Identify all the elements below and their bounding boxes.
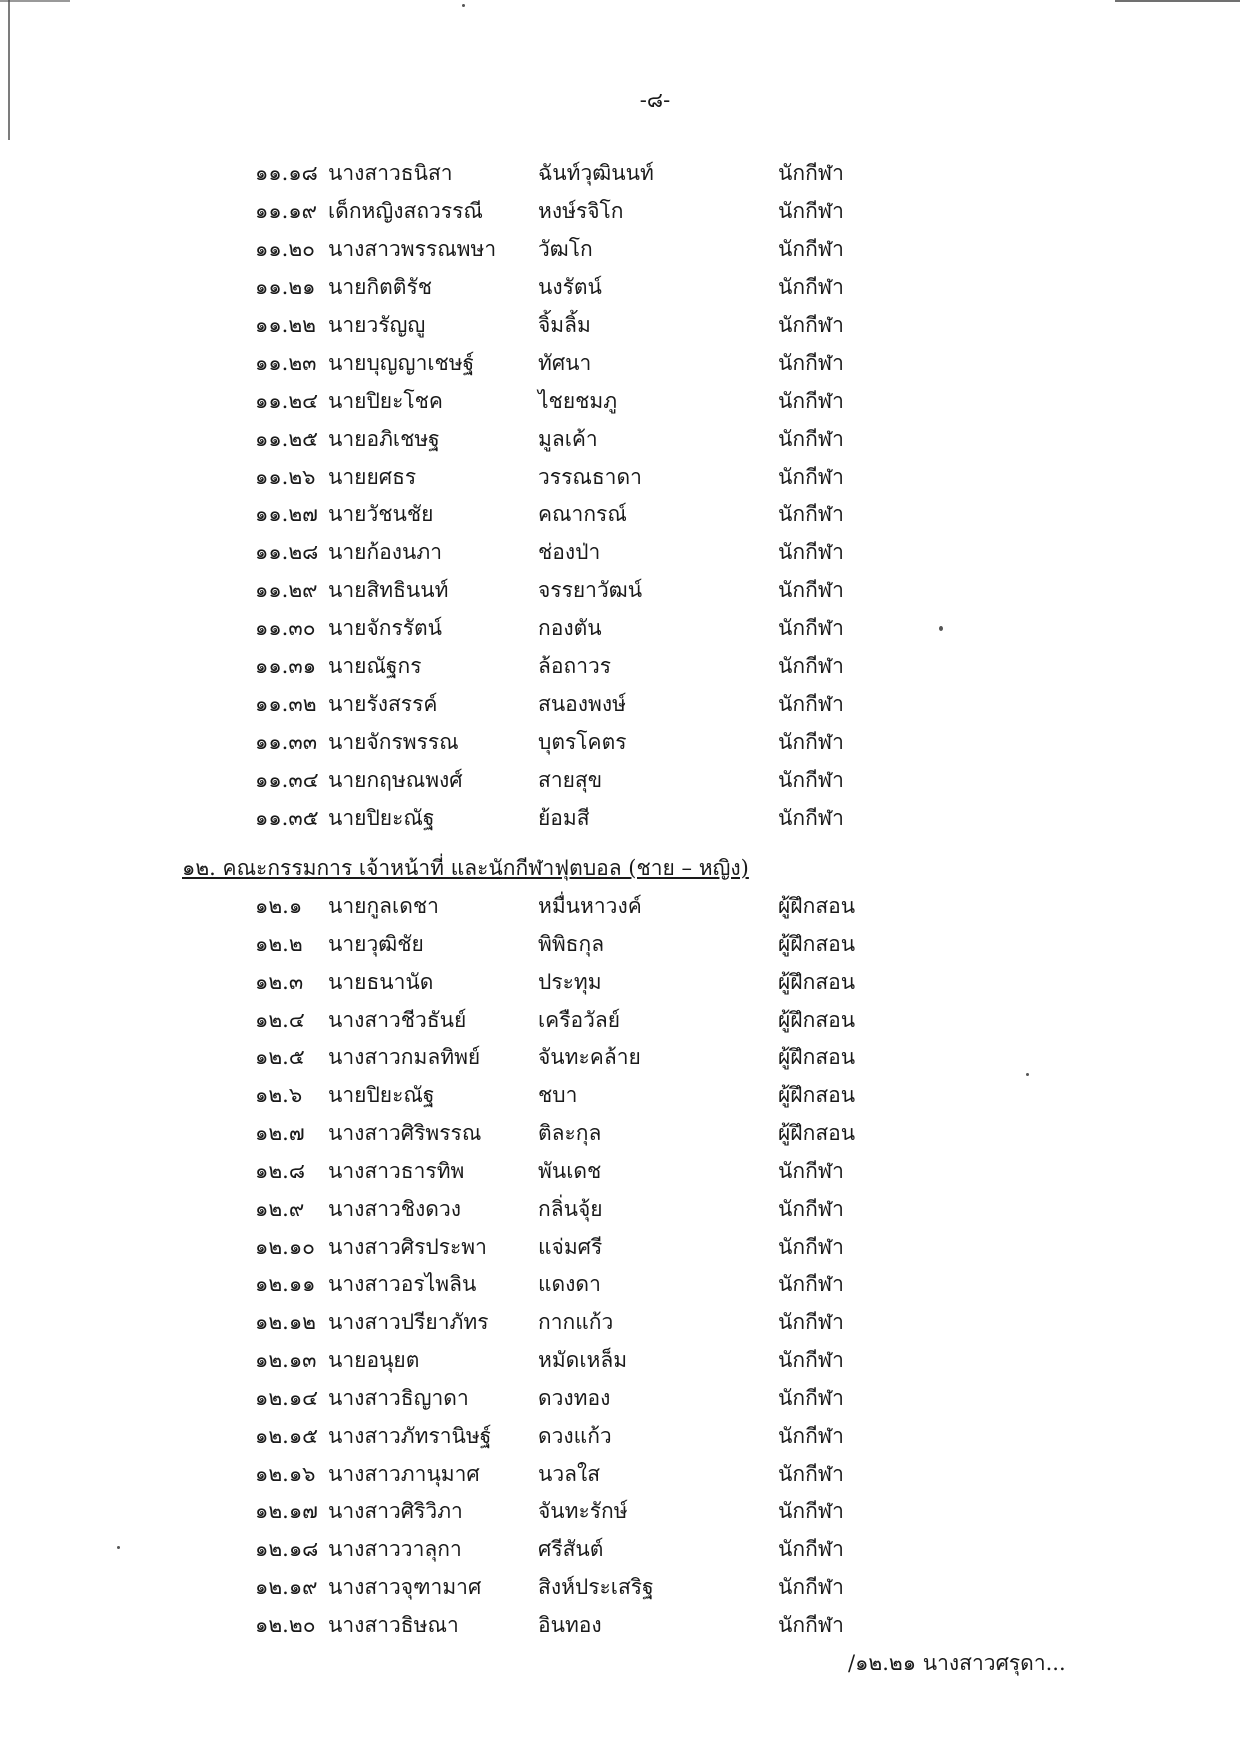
list-item: [0, 495, 1240, 533]
person-role: นักกีฬา: [778, 540, 844, 565]
person-name: นายปิยะณัฐ: [328, 1083, 435, 1108]
person-role: นักกีฬา: [778, 730, 844, 755]
person-surname: พิพิธกุล: [538, 931, 605, 956]
list-item: [0, 1001, 1240, 1039]
person-role: ผู้ฝึกสอน: [778, 1007, 856, 1032]
item-number: ๑๒.๑๒: [255, 1310, 317, 1335]
person-name: นายรังสรรค์: [328, 692, 438, 717]
person-role: นักกีฬา: [778, 1499, 844, 1524]
person-name: นายกูลเดชา: [328, 894, 439, 918]
person-role: นักกีฬา: [778, 350, 844, 375]
person-name: นายวัชนชัย: [328, 502, 434, 527]
person-name: นายวุฒิชัย: [328, 931, 424, 956]
person-surname: กองตัน: [538, 616, 602, 641]
person-surname: ล้อถาวร: [538, 654, 612, 679]
person-surname: มูลเค้า: [538, 426, 598, 451]
item-number: ๑๒.๑๖: [255, 1461, 316, 1486]
person-surname: สิงห์ประเสริฐ: [538, 1575, 654, 1600]
person-role: นักกีฬา: [778, 1423, 844, 1448]
person-surname: แจ่มศรี: [538, 1234, 603, 1259]
person-name: นางสาวจุฑามาศ: [328, 1575, 482, 1600]
list-item: [0, 1568, 1240, 1606]
person-surname: คณากรณ์: [538, 502, 627, 527]
item-number: ๑๑.๓๒: [255, 692, 317, 717]
item-number: ๑๑.๓๕: [255, 805, 319, 830]
item-number: ๑๑.๑๘: [255, 161, 318, 185]
person-role: นักกีฬา: [778, 692, 844, 717]
list-item: [0, 1455, 1240, 1493]
person-name: นายอภิเชษฐ: [328, 426, 440, 451]
continuation-note: /๑๒.๒๑ นางสาวศรุดา...: [848, 1651, 1066, 1675]
person-role: นักกีฬา: [778, 1537, 844, 1562]
person-surname: นงรัตน์: [538, 274, 602, 299]
person-role: นักกีฬา: [778, 1234, 844, 1259]
list-item: [0, 1114, 1240, 1152]
list-item: [0, 647, 1240, 685]
person-role: นักกีฬา: [778, 1612, 844, 1637]
person-name: นางสาวธารทิพ: [328, 1158, 465, 1183]
item-number: ๑๒.๑๕: [255, 1423, 319, 1448]
person-name: นางสาวปรียาภัทร: [328, 1310, 489, 1335]
item-number: ๑๒.๑๑: [255, 1272, 316, 1297]
person-role: นักกีฬา: [778, 1196, 844, 1221]
item-number: ๑๒.๒: [255, 931, 303, 956]
item-number: ๑๒.๑๙: [255, 1575, 318, 1600]
person-surname: สายสุข: [538, 768, 603, 793]
person-name: นางสาวธนิสา: [328, 161, 453, 185]
item-number: ๑๒.๑๗: [255, 1499, 318, 1524]
person-name: นายก้องนภา: [328, 540, 443, 565]
list-item: [0, 887, 1240, 925]
list-item: [0, 963, 1240, 1001]
person-surname: วัฒโก: [538, 236, 593, 261]
person-surname: ศรีสันต์: [538, 1537, 604, 1562]
item-number: ๑๒.๔: [255, 1007, 305, 1032]
list-item: [0, 230, 1240, 268]
person-name: นายธนานัด: [328, 969, 434, 994]
item-number: ๑๒.๑๓: [255, 1348, 317, 1373]
person-surname: พันเดช: [538, 1158, 602, 1183]
item-number: ๑๒.๑: [255, 894, 303, 918]
person-role: นักกีฬา: [778, 161, 844, 185]
person-role: นักกีฬา: [778, 805, 844, 830]
item-number: ๑๒.๑๐: [255, 1234, 315, 1259]
list-item: [0, 1265, 1240, 1303]
item-number: ๑๑.๒๐: [255, 236, 315, 261]
person-role: นักกีฬา: [778, 1385, 844, 1410]
list-item: [0, 533, 1240, 571]
list-item: [0, 799, 1240, 837]
person-name: นายอนุยต: [328, 1348, 420, 1373]
item-number: ๑๒.๕: [255, 1045, 305, 1070]
person-role: นักกีฬา: [778, 388, 844, 413]
person-name: นายณัฐกร: [328, 654, 422, 679]
section-12-heading: ๑๒. คณะกรรมการ เจ้าหน้าที่ และนักกีฬาฟุตบอล (ชาย – หญิง): [182, 856, 749, 880]
person-role: นักกีฬา: [778, 312, 844, 337]
person-name: นางสาวกมลทิพย์: [328, 1045, 481, 1070]
person-surname: บุตรโคตร: [538, 730, 627, 755]
person-role: นักกีฬา: [778, 198, 844, 223]
list-item: [0, 1341, 1240, 1379]
person-name: นายกิตติรัช: [328, 274, 432, 299]
person-name: นายสิทธินนท์: [328, 578, 449, 603]
person-surname: ชบา: [538, 1083, 578, 1108]
person-name: นางสาวพรรณพษา: [328, 236, 497, 261]
person-surname: ติละกุล: [538, 1121, 602, 1146]
scan-speck: [1026, 1073, 1029, 1076]
item-number: ๑๑.๒๔: [255, 388, 319, 413]
scan-speck: [462, 4, 465, 7]
list-item: [0, 761, 1240, 799]
list-item: [0, 1606, 1240, 1644]
person-role: นักกีฬา: [778, 1575, 844, 1600]
person-surname: จันทะคล้าย: [538, 1045, 641, 1070]
person-surname: หงษ์รจิโก: [538, 198, 624, 223]
person-surname: จิ้มลิ้ม: [538, 312, 591, 337]
list-item: [0, 420, 1240, 458]
person-name: นางสาวภัทรานิษฐ์: [328, 1423, 492, 1448]
person-surname: จันทะรักษ์: [538, 1499, 628, 1524]
person-role: นักกีฬา: [778, 578, 844, 603]
item-number: ๑๑.๓๐: [255, 616, 316, 641]
item-number: ๑๑.๒๘: [255, 540, 319, 565]
person-name: นางสาวอรไพลิน: [328, 1272, 477, 1297]
person-role: นักกีฬา: [778, 1272, 844, 1297]
person-name: นายปิยะณัฐ: [328, 805, 435, 830]
person-surname: กลิ่นจุ้ย: [538, 1196, 603, 1221]
item-number: ๑๒.๘: [255, 1158, 306, 1183]
list-item: [0, 1492, 1240, 1530]
person-name: นางสาวศิริพรรณ: [328, 1121, 482, 1146]
list-item: [0, 925, 1240, 963]
list-item: [0, 382, 1240, 420]
person-surname: ฉันท์วุฒินนท์: [538, 161, 654, 185]
person-name: นางสาวศิริวิภา: [328, 1499, 463, 1524]
person-name: นางสาวภานุมาศ: [328, 1461, 480, 1486]
list-item: [0, 268, 1240, 306]
item-number: ๑๒.๑๔: [255, 1385, 319, 1410]
list-item: [0, 685, 1240, 723]
person-name: นางสาววาลุกา: [328, 1537, 462, 1562]
item-number: ๑๑.๒๙: [255, 578, 318, 603]
person-name: นายจักรรัตน์: [328, 616, 443, 641]
person-surname: แดงดา: [538, 1272, 601, 1297]
item-number: ๑๑.๓๔: [255, 768, 319, 793]
item-number: ๑๑.๑๙: [255, 198, 318, 223]
scan-edge-top-right: [1115, 0, 1240, 2]
person-role: นักกีฬา: [778, 502, 844, 527]
person-surname: ไชยชมภู: [538, 388, 618, 413]
person-name: นายจักรพรรณ: [328, 730, 459, 755]
person-role: นักกีฬา: [778, 426, 844, 451]
person-name: นายวรัญญู: [328, 312, 426, 337]
person-name: นายบุญญาเชษฐ์: [328, 350, 475, 375]
item-number: ๑๒.๙: [255, 1196, 305, 1221]
item-number: ๑๑.๒๒: [255, 312, 317, 337]
scan-edge-left: [8, 0, 10, 140]
person-surname: ทัศนา: [538, 350, 592, 375]
person-surname: กากแก้ว: [538, 1310, 614, 1335]
person-surname: เครือวัลย์: [538, 1007, 621, 1032]
person-surname: หมื่นหาวงค์: [538, 894, 642, 918]
list-item: [0, 1417, 1240, 1455]
person-role: นักกีฬา: [778, 236, 844, 261]
list-item: [0, 1228, 1240, 1266]
item-number: ๑๑.๒๑: [255, 274, 316, 299]
list-item: [0, 1190, 1240, 1228]
person-role: นักกีฬา: [778, 1310, 844, 1335]
person-surname: วรรณธาดา: [538, 464, 642, 489]
person-role: ผู้ฝึกสอน: [778, 1083, 856, 1108]
person-name: นางสาวธิษณา: [328, 1612, 459, 1637]
list-item: [0, 1038, 1240, 1076]
person-surname: ช่องป่า: [538, 540, 601, 565]
person-name: นางสาวธิญาดา: [328, 1385, 469, 1410]
item-number: ๑๒.๑๘: [255, 1537, 319, 1562]
list-item: [0, 1152, 1240, 1190]
person-role: ผู้ฝึกสอน: [778, 969, 856, 994]
person-role: นักกีฬา: [778, 1461, 844, 1486]
person-name: นายกฤษณพงศ์: [328, 768, 463, 793]
person-surname: หมัดเหล็ม: [538, 1348, 628, 1373]
person-surname: ย้อมสี: [538, 805, 590, 830]
person-role: ผู้ฝึกสอน: [778, 1121, 856, 1146]
list-item: [0, 154, 1240, 192]
list-item: [0, 458, 1240, 496]
person-surname: สนองพงษ์: [538, 692, 626, 717]
person-surname: นวลใส: [538, 1461, 601, 1486]
person-role: นักกีฬา: [778, 616, 844, 641]
list-item: [0, 1303, 1240, 1341]
scan-speck: [117, 1546, 120, 1549]
page-number: -๘-: [639, 88, 671, 112]
item-number: ๑๑.๓๓: [255, 730, 318, 755]
person-name: นายปิยะโชค: [328, 388, 443, 413]
person-role: นักกีฬา: [778, 274, 844, 299]
person-surname: ดวงแก้ว: [538, 1423, 612, 1448]
person-surname: อินทอง: [538, 1612, 602, 1637]
person-role: นักกีฬา: [778, 464, 844, 489]
item-number: ๑๒.๗: [255, 1121, 305, 1146]
item-number: ๑๒.๓: [255, 969, 304, 994]
person-name: นายยศธร: [328, 464, 417, 489]
person-name: นางสาวศิรประพา: [328, 1234, 487, 1259]
list-item: [0, 571, 1240, 609]
item-number: ๑๑.๓๑: [255, 654, 317, 679]
person-role: นักกีฬา: [778, 654, 844, 679]
person-name: นางสาวชิงดวง: [328, 1196, 461, 1221]
list-item: [0, 1530, 1240, 1568]
list-item: [0, 192, 1240, 230]
list-item: [0, 344, 1240, 382]
person-surname: ดวงทอง: [538, 1385, 611, 1410]
person-role: นักกีฬา: [778, 1158, 844, 1183]
item-number: ๑๑.๒๓: [255, 350, 317, 375]
person-role: ผู้ฝึกสอน: [778, 931, 856, 956]
person-surname: ประทุม: [538, 969, 602, 994]
person-role: ผู้ฝึกสอน: [778, 1045, 856, 1070]
person-role: นักกีฬา: [778, 1348, 844, 1373]
item-number: ๑๑.๒๕: [255, 426, 319, 451]
list-item: [0, 306, 1240, 344]
scan-speck: [939, 626, 943, 631]
list-item: [0, 1379, 1240, 1417]
item-number: ๑๑.๒๖: [255, 464, 316, 489]
item-number: ๑๑.๒๗: [255, 502, 318, 527]
person-role: ผู้ฝึกสอน: [778, 894, 856, 918]
item-number: ๑๒.๖: [255, 1083, 303, 1108]
item-number: ๑๒.๒๐: [255, 1612, 316, 1637]
list-item: [0, 609, 1240, 647]
person-name: เด็กหญิงสถวรรณี: [328, 198, 483, 223]
scan-edge-top: [0, 0, 70, 2]
person-surname: จรรยาวัฒน์: [538, 578, 643, 603]
person-role: นักกีฬา: [778, 768, 844, 793]
person-name: นางสาวชีวธันย์: [328, 1007, 467, 1032]
list-item: [0, 1076, 1240, 1114]
list-item: [0, 723, 1240, 761]
